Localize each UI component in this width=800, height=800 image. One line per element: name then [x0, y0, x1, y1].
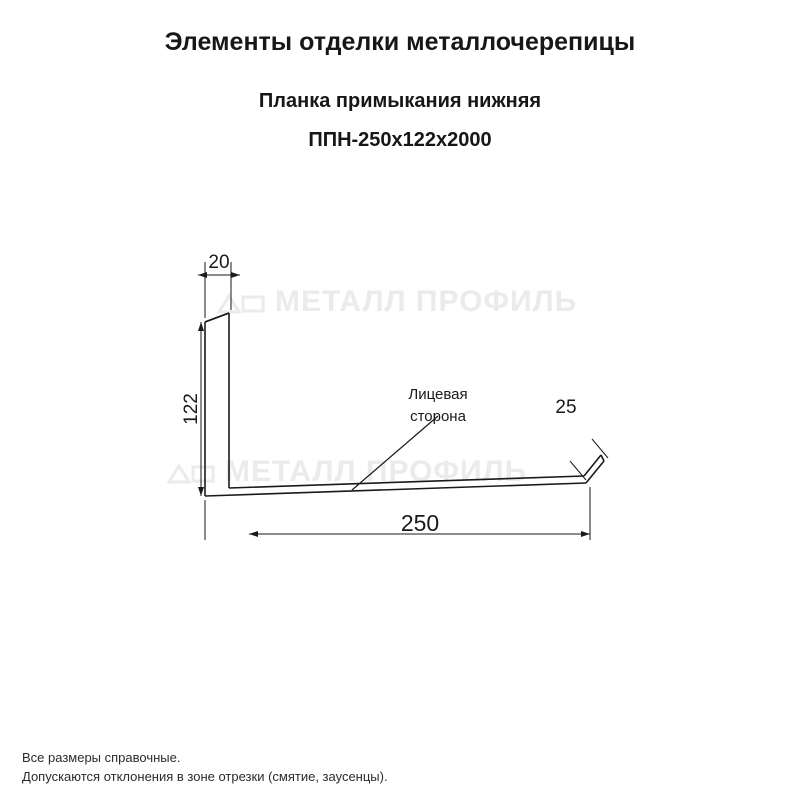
watermark-text-top: МЕТАЛЛ ПРОФИЛЬ: [275, 285, 578, 318]
face-side-leader: [352, 416, 438, 490]
dimension-top-label: 20: [208, 252, 230, 273]
page-title: Элементы отделки металлочерепицы: [164, 28, 636, 56]
footer-note-2: Допускаются отклонения в зоне отрезки (смятие, заусенцы).: [22, 769, 388, 784]
dimension-bottom-label: 250: [400, 510, 440, 536]
product-name: Планка примыкания нижняя: [258, 90, 542, 112]
watermark-text-bottom: МЕТАЛЛ ПРОФИЛЬ: [225, 455, 528, 488]
face-side-label-line1: Лицевая: [408, 386, 468, 403]
profile-outline: [205, 313, 604, 496]
dimension-right-label: 25: [555, 397, 577, 418]
technical-drawing: [0, 200, 800, 620]
drawing-svg: [0, 200, 800, 620]
footer-notes: [22, 748, 782, 786]
product-code: ППН-250х122х2000: [308, 129, 492, 151]
face-side-label-line2: сторона: [410, 408, 466, 425]
title-block: [0, 26, 800, 153]
dimension-right: [570, 439, 608, 480]
dimension-left-label: 122: [181, 393, 202, 425]
dimension-bottom: [205, 487, 590, 540]
footer-note-1: Все размеры справочные.: [22, 750, 181, 765]
